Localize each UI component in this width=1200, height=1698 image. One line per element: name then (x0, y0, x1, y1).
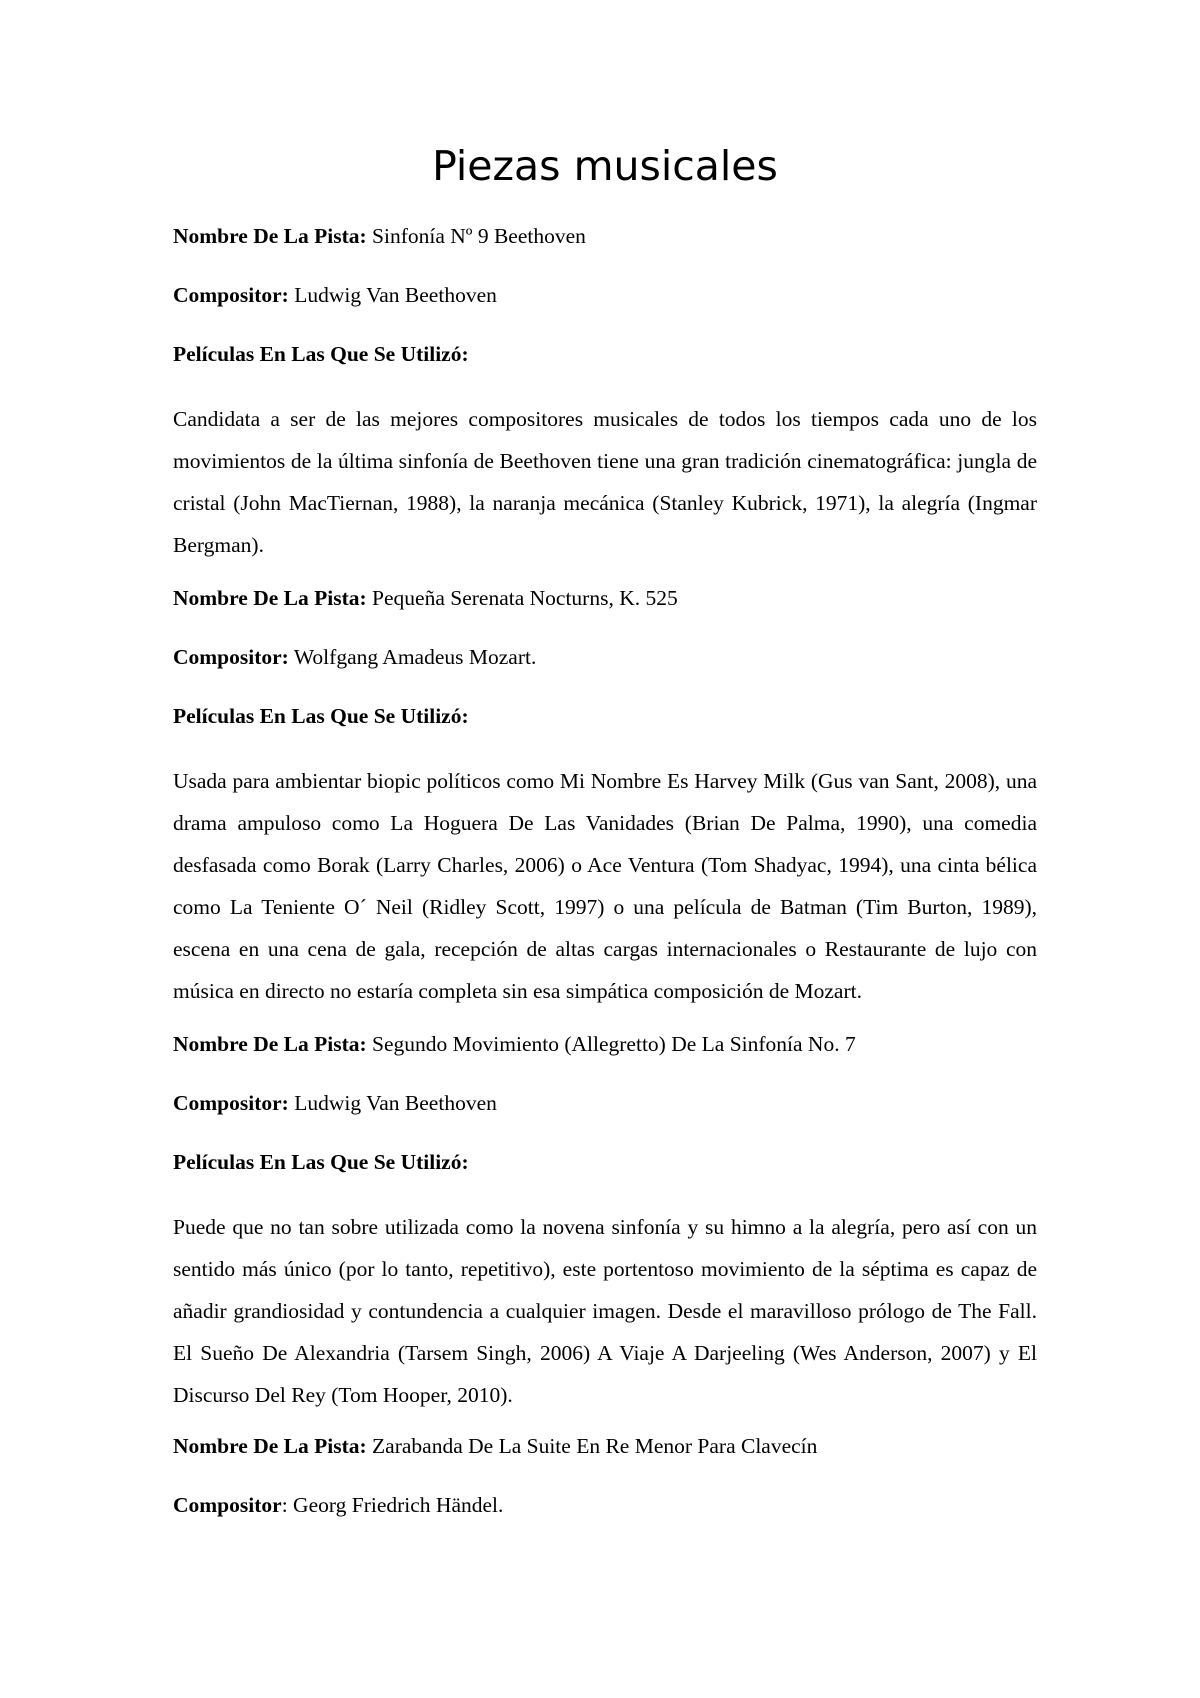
track-name-label: Nombre De La Pista: (173, 586, 367, 610)
document-body (173, 221, 1037, 1549)
films-description: Candidata a ser de las mejores compositores musicales de todos los tiempos cada uno de los movimientos de la última sinfonía de Beethoven tiene una gran tradición cinematográfica: jungla de cristal (John MacTiernan, 1988), la naranja mecánica (Stanley Kubrick, 1971), la alegría (Ingmar Bergman). (173, 407, 1037, 557)
track-name-label: Nombre De La Pista: (173, 224, 367, 248)
films-label: Películas En Las Que Se Utilizó: (173, 1150, 469, 1174)
track-name-value: Sinfonía Nº 9 Beethoven (372, 224, 586, 248)
track-name-value: Zarabanda De La Suite En Re Menor Para Clavecín (372, 1434, 818, 1458)
films-description: Puede que no tan sobre utilizada como la novena sinfonía y su himno a la alegría, pero así con un sentido más único (por lo tanto, repetitivo), este portentoso movimiento de la séptima es capaz de añadir grandiosidad y contundencia a cualquier imagen. Desde el maravilloso prólogo de The Fall. El Sueño De Alexandria (Tarsem Singh, 2006) A Viaje A Darjeeling (Wes Anderson, 2007) y El Discurso Del Rey (Tom Hooper, 2010). (173, 1215, 1037, 1407)
composer-field (173, 280, 1037, 339)
composer-value: Wolfgang Amadeus Mozart. (293, 645, 537, 669)
films-label: Películas En Las Que Se Utilizó: (173, 704, 469, 728)
films-description: Usada para ambientar biopic políticos como Mi Nombre Es Harvey Milk (Gus van Sant, 2008), una drama ampuloso como La Hoguera De Las Vanidades (Brian De Palma, 1990), una comedia desfasada como Borak (Larry Charles, 2006) o Ace Ventura (Tom Shadyac, 1994), una cinta bélica como La Teniente O´ Neil (Ridley Scott, 1997) o una película de Batman (Tim Burton, 1989), escena en una cena de gala, recepción de altas cargas internacionales o Restaurante de lujo con música en directo no estaría completa sin esa simpática composición de Mozart. (173, 769, 1037, 1003)
composer-value: Ludwig Van Beethoven (294, 283, 497, 307)
composer-field (173, 642, 1037, 701)
page-title: Piezas musicales (432, 142, 778, 190)
composer-label: Compositor: (173, 283, 289, 307)
track-name-value: Segundo Movimiento (Allegretto) De La Sinfonía No. 7 (372, 1032, 856, 1056)
composer-label: Compositor: (173, 1091, 289, 1115)
track-name-field (173, 221, 1037, 280)
track-name-field (173, 1431, 1037, 1490)
track-name-field (173, 1029, 1037, 1088)
composer-field (173, 1088, 1037, 1147)
composer-label: Compositor: (173, 645, 289, 669)
composer-value: Ludwig Van Beethoven (294, 1091, 497, 1115)
track-name-value: Pequeña Serenata Nocturns, K. 525 (372, 586, 678, 610)
films-field (173, 339, 1037, 398)
films-field (173, 1147, 1037, 1206)
composer-field (173, 1490, 1037, 1549)
composer-value: : Georg Friedrich Händel. (281, 1493, 504, 1517)
composer-label: Compositor (173, 1493, 282, 1517)
track-name-label: Nombre De La Pista: (173, 1434, 367, 1458)
track-name-label: Nombre De La Pista: (173, 1032, 367, 1056)
films-label: Películas En Las Que Se Utilizó: (173, 342, 469, 366)
track-name-field (173, 583, 1037, 642)
films-field (173, 701, 1037, 760)
